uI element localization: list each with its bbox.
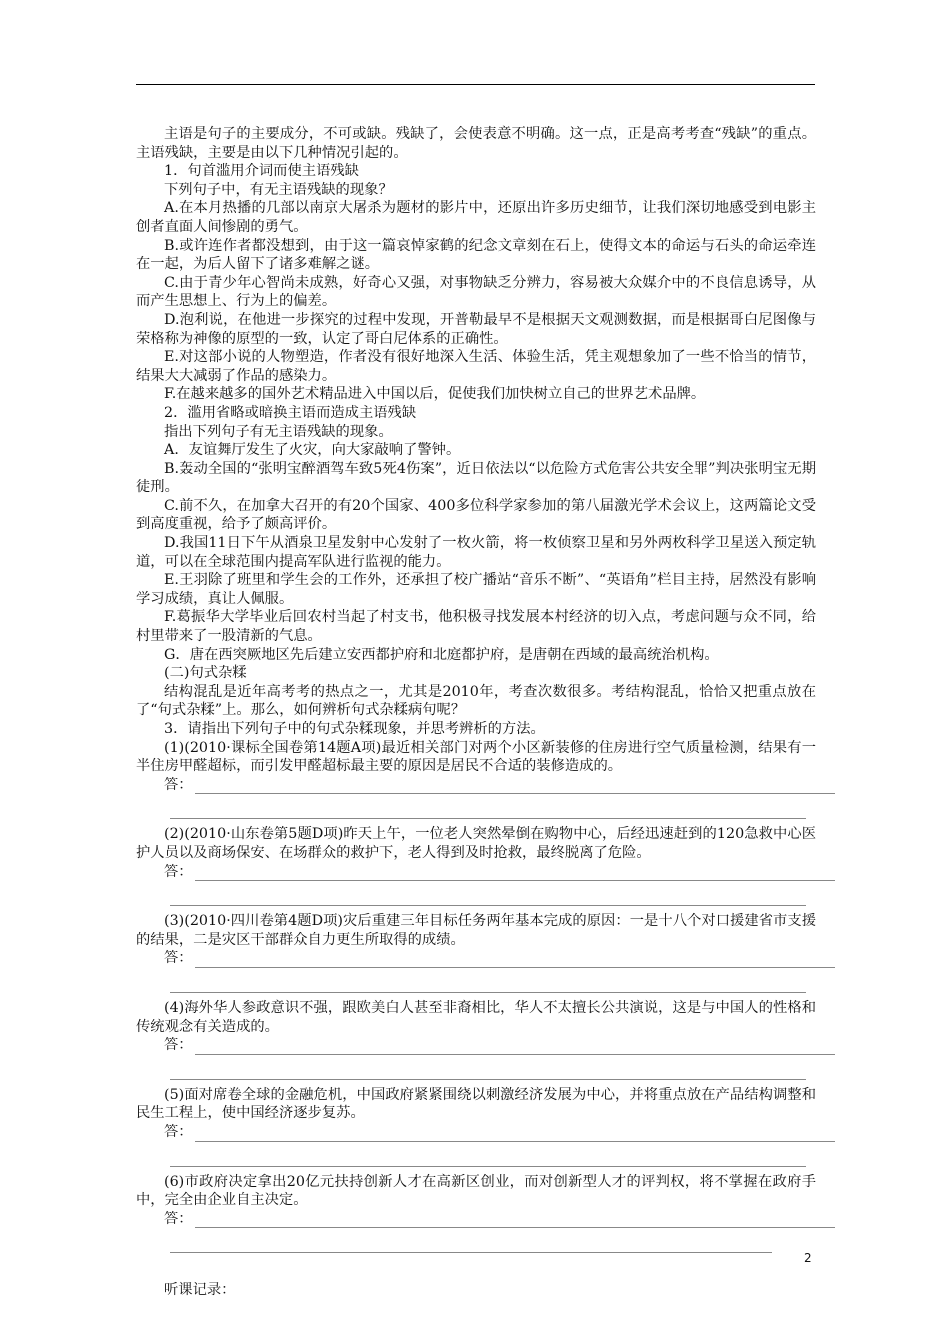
answer-label: 答： xyxy=(164,1123,193,1140)
answer-row xyxy=(136,949,816,968)
header-rule xyxy=(136,84,815,85)
answer-label: 答： xyxy=(164,1037,193,1054)
answer-line-extra[interactable] xyxy=(170,1142,816,1173)
option-d: D.我国11日下午从酒泉卫星发射中心发射了一枚火箭，将一枚侦察卫星和另外两枚科学卫星送入预定轨道，可以在全球范围内提高军队进行监视的能力。 xyxy=(136,535,816,570)
option-d: D.泡利说，在他进一步探究的过程中发现，开普勒最早不是根据天文观测数据，而是根据哥白尼图像与荣格称为神像的原型的一致，认定了哥白尼体系的正确性。 xyxy=(136,311,816,347)
question-prompt: 下列句子中，有无主语残缺的现象？ xyxy=(164,181,393,198)
exercise-item: (5)面对席卷全球的金融危机，中国政府紧紧围绕以刺激经济发展为中心，并将重点放在产品结构调整和民生工程上，使中国经济逐步复苏。 xyxy=(136,1086,816,1122)
option-a: A．友谊舞厅发生了火灾，向大家敲响了警钟。 xyxy=(164,442,461,459)
paragraph: 主语是句子的主要成分，不可或缺。残缺了，会使表意不明确。这一点，正是高考考查“残缺”的重点。主语残缺，主要是由以下几种情况引起的。 xyxy=(136,126,816,161)
option-b: B.轰动全国的“张明宝醉酒驾车致5死4伤案”，近日依法以“以危险方式危害公共安全罪”判决张明宝无期徒刑。 xyxy=(136,460,816,496)
document-body xyxy=(136,125,816,1300)
section-heading: 2．滥用省略或暗换主语而造成主语残缺 xyxy=(164,404,417,421)
answer-line[interactable] xyxy=(195,780,835,794)
answer-row xyxy=(136,776,816,795)
exercise-item: (3)(2010·四川卷第4题D项)灾后重建三年目标任务两年基本完成的原因：一是十八个对口援建省市支援的结果，二是灾区干部群众自力更生所取得的成绩。 xyxy=(136,913,816,948)
answer-row xyxy=(136,1036,816,1055)
option-c: C.前不久，在加拿大召开的有20个国家、400多位科学家参加的第八届激光学术会议上，这两篇论文受到高度重视，给予了颇高评价。 xyxy=(136,497,816,533)
answer-label: 答： xyxy=(164,776,193,793)
page-number: 2 xyxy=(804,1251,812,1265)
answer-label: 答： xyxy=(164,950,193,967)
option-a: A.在本月热播的几部以南京大屠杀为题材的影片中，还原出许多历史细节，让我们深切地感受到电影主创者直面人间惨剧的勇气。 xyxy=(136,200,816,235)
answer-line-extra[interactable] xyxy=(170,881,816,912)
exercise-item: (2)(2010·山东卷第5题D项)昨天上午，一位老人突然晕倒在购物中心，后经迅速赶到的120急救中心医护人员以及商场保安、在场群众的救护下，老人得到及时抢救，最终脱离了危险。 xyxy=(136,826,816,861)
answer-line-extra[interactable] xyxy=(170,1228,816,1259)
paragraph: 结构混乱是近年高考考的热点之一，尤其是2010年，考查次数很多。考结构混乱，恰恰又把重点放在了“句式杂糅”上。那么，如何辨析句式杂糅病句呢？ xyxy=(136,683,816,719)
option-f: F.在越来越多的国外艺术精品进入中国以后，促使我们加快树立自己的世界艺术品牌。 xyxy=(164,386,706,403)
question-prompt: 指出下列句子有无主语残缺的现象。 xyxy=(164,423,393,440)
lecture-notes-label: 听课记录： xyxy=(164,1282,236,1299)
answer-line[interactable] xyxy=(195,1214,835,1228)
exercise-item: (6)市政府决定拿出20亿元扶持创新人才在高新区创业，而对创新型人才的评判权，将不掌握在政府手中，完全由企业自主决定。 xyxy=(136,1173,816,1209)
section-heading: (二)句式杂糅 xyxy=(164,665,247,682)
answer-line[interactable] xyxy=(195,1041,835,1055)
option-f: F.葛振华大学毕业后回农村当起了村支书，他积极寻找发展本村经济的切入点，考虑问题与众不同，给村里带来了一股清新的气息。 xyxy=(136,609,816,645)
option-e: E.王羽除了班里和学生会的工作外，还承担了校广播站“音乐不断”、“英语角”栏目主持，居然没有影响学习成绩，真让人佩服。 xyxy=(136,572,816,607)
answer-label: 答： xyxy=(164,863,193,880)
answer-line[interactable] xyxy=(195,867,835,881)
answer-line-extra[interactable] xyxy=(170,794,816,825)
answer-row xyxy=(136,1210,816,1229)
option-g: G．唐在西突厥地区先后建立安西都护府和北庭都护府，是唐朝在西域的最高统治机构。 xyxy=(164,646,719,663)
answer-label: 答： xyxy=(164,1210,193,1227)
option-b: B.或许连作者都没想到，由于这一篇哀悼家鹤的纪念文章刻在石上，使得文本的命运与石头的命运牵连在一起，为后人留下了诸多难解之谜。 xyxy=(136,237,816,273)
answer-row xyxy=(136,1123,816,1142)
answer-line-extra[interactable] xyxy=(170,1055,816,1086)
exercise-item: (1)(2010·课标全国卷第14题A项)最近相关部门对两个小区新装修的住房进行空气质量检测，结果有一半住房甲醛超标，而引发甲醛超标最主要的原因是居民不合适的装修造成的。 xyxy=(136,739,816,775)
question-prompt: 3．请指出下列句子中的句式杂糅现象，并思考辨析的方法。 xyxy=(164,721,545,737)
option-c: C.由于青少年心智尚未成熟，好奇心又强，对事物缺乏分辨力，容易被大众媒介中的不良信息诱导，从而产生思想上、行为上的偏差。 xyxy=(136,274,816,310)
answer-row xyxy=(136,863,816,882)
answer-line[interactable] xyxy=(195,1128,835,1142)
answer-line-extra[interactable] xyxy=(170,968,816,999)
section-heading: 1．句首滥用介词而使主语残缺 xyxy=(164,163,359,180)
exercise-item: (4)海外华人参政意识不强，跟欧美白人甚至非裔相比，华人不太擅长公共演说，这是与中国人的性格和传统观念有关造成的。 xyxy=(136,999,816,1035)
answer-line[interactable] xyxy=(195,954,835,968)
option-e: E.对这部小说的人物塑造，作者没有很好地深入生活、体验生活，凭主观想象加了一些不恰当的情节，结果大大减弱了作品的感染力。 xyxy=(136,349,816,384)
